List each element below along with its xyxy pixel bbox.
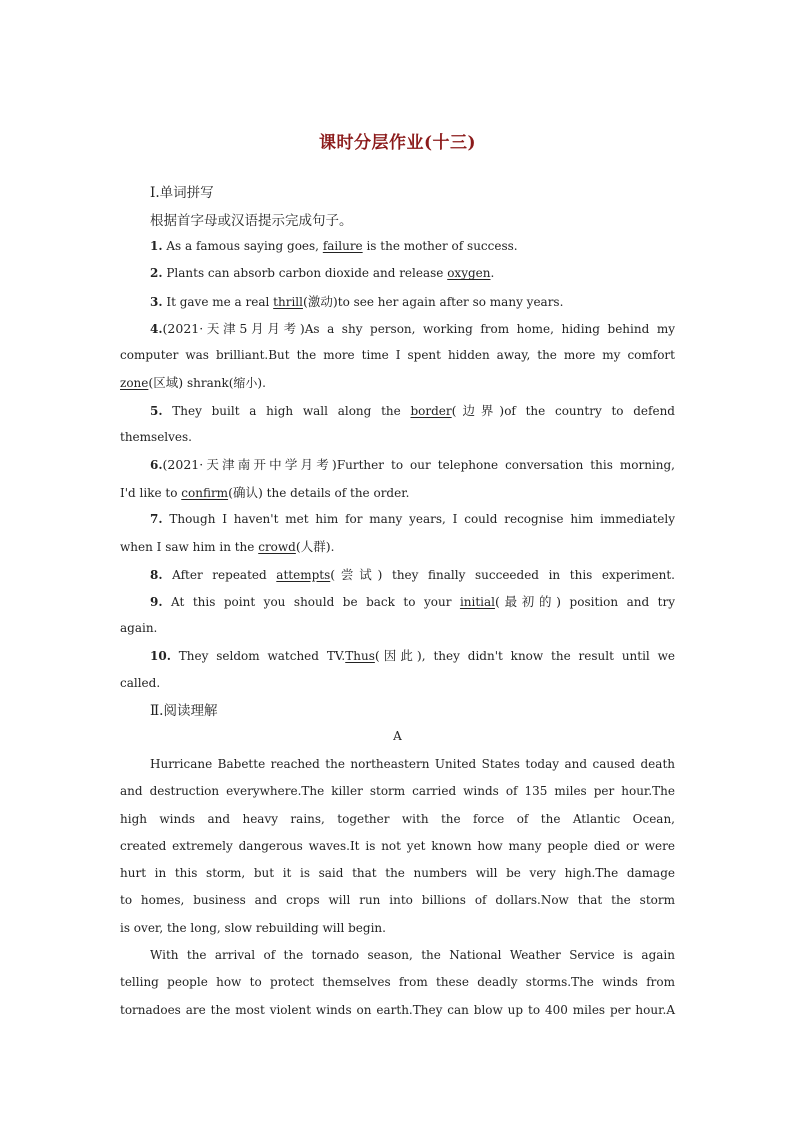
exercise-item-10-line2: called.: [120, 675, 161, 690]
chinese-hint: (人群): [295, 539, 331, 555]
exercise-item-7-line2: when I saw him in the crowd(人群).: [120, 539, 335, 555]
exercise-item-5-line2: themselves.: [120, 430, 192, 445]
passage-line: is over, the long, slow rebuilding will begin.: [120, 920, 386, 935]
answer-word: confirm: [181, 485, 229, 500]
exercise-item-5: 5. They built a high wall along the border(边界)of the country to defend: [150, 402, 675, 418]
exercise-item-4-line3: zone(区域) shrank(缩小).: [120, 375, 266, 391]
answer-word: attempts: [276, 567, 331, 582]
page-title: 课时分层作业(十三): [318, 133, 477, 153]
exercise-item-3: 3. It gave me a real thrill(激动)to see her again after so many years.: [150, 293, 564, 309]
exercise-item-7: 7. Though I haven't met him for many years, I could recognise him immediately: [150, 511, 675, 526]
chinese-hint: (确认): [228, 484, 263, 500]
reading-passage: [120, 751, 675, 1024]
exercise-item-6-line2: I'd like to confirm(确认) the details of the order.: [120, 484, 410, 500]
exercise-item-10: 10. They seldom watched TV.Thus(因此), they didn't know the result until we: [150, 648, 676, 664]
answer-word: failure: [322, 239, 363, 253]
passage-line: to homes, business and crops will run into billions of dollars.Now that the storm: [120, 893, 675, 908]
exercise-item-1: 1. As a famous saying goes, failure is the mother of success.: [150, 239, 518, 253]
exercise-item-6: 6.(2021·天津南开中学月考)Further to our telephone conversation this morning,: [150, 457, 675, 473]
chinese-hint: (尝试): [330, 566, 383, 582]
passage-line: high winds and heavy rains, together with the force of the Atlantic Ocean,: [120, 811, 675, 826]
chinese-hint: (边界): [451, 402, 505, 418]
exercise-item-4-line2: computer was brilliant.But the more time I spent hidden away, the more my comfort: [120, 348, 675, 363]
answer-word: initial: [459, 594, 496, 609]
answer-word: zone: [120, 376, 149, 391]
exercise-item-4: 4.(2021·天津5月月考)As a shy person, working from home, hiding behind my: [150, 320, 675, 336]
exercise-item-2: 2. Plants can absorb carbon dioxide and release oxygen.: [150, 266, 495, 281]
passage-line: telling people how to protect themselves from these deadly storms.The winds from: [120, 975, 675, 990]
exercise-item-8: 8. After repeated attempts(尝试) they finally succeeded in this experiment.: [150, 566, 675, 582]
exercise-item-9: 9. At this point you should be back to your initial(最初的) position and try: [150, 593, 675, 609]
passage-label: A: [393, 729, 402, 743]
source-tag: (2021·天津南开中学月考): [162, 457, 337, 473]
passage-line: and destruction everywhere.The killer storm carried winds of 135 miles per hour.The: [120, 784, 675, 799]
answer-word: crowd: [258, 540, 296, 555]
section-heading-spelling: Ⅰ.单词拼写: [150, 185, 214, 201]
answer-word: border: [410, 403, 452, 418]
answer-word: Thus: [345, 649, 375, 664]
answer-word: thrill: [273, 294, 303, 309]
passage-line: created extremely dangerous waves.It is not yet known how many people died or were: [120, 838, 675, 853]
passage-line: With the arrival of the tornado season, the National Weather Service is again: [150, 948, 675, 963]
passage-line: tornadoes are the most violent winds on earth.They can blow up to 400 miles per hour.A: [120, 1002, 675, 1017]
passage-line: hurt in this storm, but it is said that the numbers will be very high.The damage: [120, 866, 675, 881]
chinese-hint: (最初的): [495, 593, 562, 609]
chinese-hint: (激动): [302, 293, 338, 309]
chinese-hint: (因此): [374, 648, 422, 664]
passage-line: Hurricane Babette reached the northeastern United States today and caused death: [150, 757, 675, 771]
spelling-exercise-list: [120, 233, 675, 697]
instruction-text: 根据首字母或汉语提示完成句子。: [150, 213, 353, 229]
answer-word: oxygen: [447, 266, 491, 281]
source-tag: (2021·天津5月月考): [162, 320, 305, 336]
section-heading-reading: Ⅱ.阅读理解: [150, 703, 218, 719]
chinese-hint: (区域): [148, 375, 184, 391]
exercise-item-9-line2: again.: [120, 621, 158, 636]
